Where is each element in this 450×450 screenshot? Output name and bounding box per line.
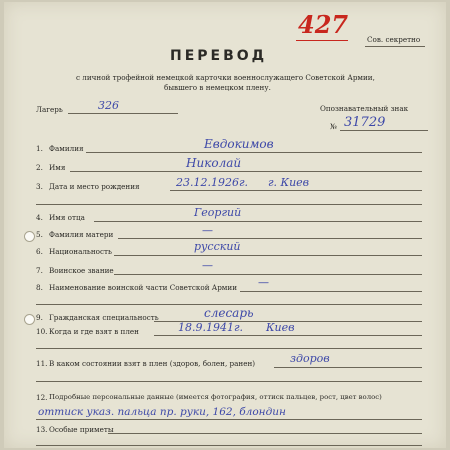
field-value-civil-profession: слесарь (204, 306, 254, 320)
field-number: 6. (36, 247, 43, 256)
camp-value: 326 (98, 99, 119, 112)
field-value-father-name: Георгий (194, 206, 242, 219)
field-number: 3. (36, 182, 43, 191)
red-number-underline (296, 40, 348, 41)
field-extra-line (36, 348, 422, 349)
field-number: 12. (36, 393, 48, 402)
camp-line (68, 113, 178, 114)
punch-hole-top (24, 231, 35, 242)
subtitle-line-2: бывшего в немецком плену. (164, 83, 271, 92)
field-line (86, 152, 422, 153)
field-value-military-unit: — (258, 276, 269, 289)
field-number: 4. (36, 213, 43, 222)
id-mark-value: 31729 (344, 115, 386, 130)
field-line (118, 238, 422, 239)
id-mark-label: Опознавательный знак (320, 104, 409, 113)
field-label-personal-data: Подробные персональные данные (имеется фотография, оттиск пальцев, рост, цвет волос) (49, 393, 382, 401)
field-label-mother-surname: Фамилия матери (49, 230, 114, 239)
field-line (114, 274, 422, 275)
field-value-surname: Евдокимов (204, 137, 274, 151)
field-number: 13. (36, 425, 48, 434)
field-value-condition: здоров (290, 352, 330, 365)
handwritten-document-number: 427 (298, 10, 349, 39)
field-line (36, 419, 422, 420)
camp-label: Лагерь (36, 105, 63, 114)
subtitle-line-1: с личной трофейной немецкой карточки военнослужащего Советской Армии, (76, 73, 375, 82)
field-label-military-unit: Наименование воинской части Советской Армии (49, 283, 237, 292)
id-mark-line (340, 130, 428, 131)
field-line (114, 255, 422, 256)
field-label-first-name: Имя (49, 163, 66, 172)
field-label-captured: Когда и где взят в плен (49, 327, 139, 336)
field-extra-line (36, 204, 422, 205)
field-label-condition: В каком состоянии взят в плен (здоров, болен, ранен) (49, 359, 256, 368)
field-value-rank: — (202, 259, 213, 272)
field-label-special-marks: Особые приметы (49, 425, 114, 434)
punch-hole-bottom (24, 314, 35, 325)
field-number: 8. (36, 283, 43, 292)
field-value-birth-date: 23.12.1926г. (176, 176, 249, 189)
field-line (70, 171, 422, 172)
document-sheet (4, 2, 446, 448)
classification-label: Сов. секретно (367, 35, 421, 44)
field-number: 5. (36, 230, 43, 239)
field-number: 9. (36, 313, 43, 322)
field-line (154, 335, 422, 336)
field-value-personal-data: оттиск указ. пальца пр. руки, 162, блондин (38, 406, 286, 418)
field-label-civil-profession: Гражданская специальность (49, 313, 159, 322)
field-value-first-name: Николай (186, 156, 242, 170)
field-value-nationality: русский (194, 240, 241, 253)
field-line (94, 221, 422, 222)
field-label-father-name: Имя отца (49, 213, 85, 222)
field-line (274, 367, 422, 368)
field-line (170, 190, 422, 191)
field-number: 2. (36, 163, 43, 172)
field-label-surname: Фамилия (49, 144, 84, 153)
field-line (240, 291, 422, 292)
page-title: ПЕРЕВОД (170, 48, 268, 64)
field-value-capture-place: Киев (266, 321, 295, 334)
field-number: 11. (36, 359, 48, 368)
field-number: 1. (36, 144, 43, 153)
field-value-capture-date: 18.9.1941г. (178, 321, 244, 334)
field-label-birth: Дата и место рождения (49, 182, 140, 191)
field-label-rank: Воинское звание (49, 266, 114, 275)
field-number: 7. (36, 266, 43, 275)
field-number: 10. (36, 327, 48, 336)
id-mark-number-sign: № (330, 122, 337, 131)
field-line (108, 433, 422, 434)
field-extra-line (36, 445, 422, 446)
field-label-nationality: Национальность (49, 247, 112, 256)
classification-underline (365, 46, 425, 47)
field-extra-line (36, 304, 422, 305)
field-value-birth-place: г. Киев (268, 176, 310, 189)
field-extra-line (36, 381, 422, 382)
field-value-mother-surname: — (202, 224, 213, 237)
